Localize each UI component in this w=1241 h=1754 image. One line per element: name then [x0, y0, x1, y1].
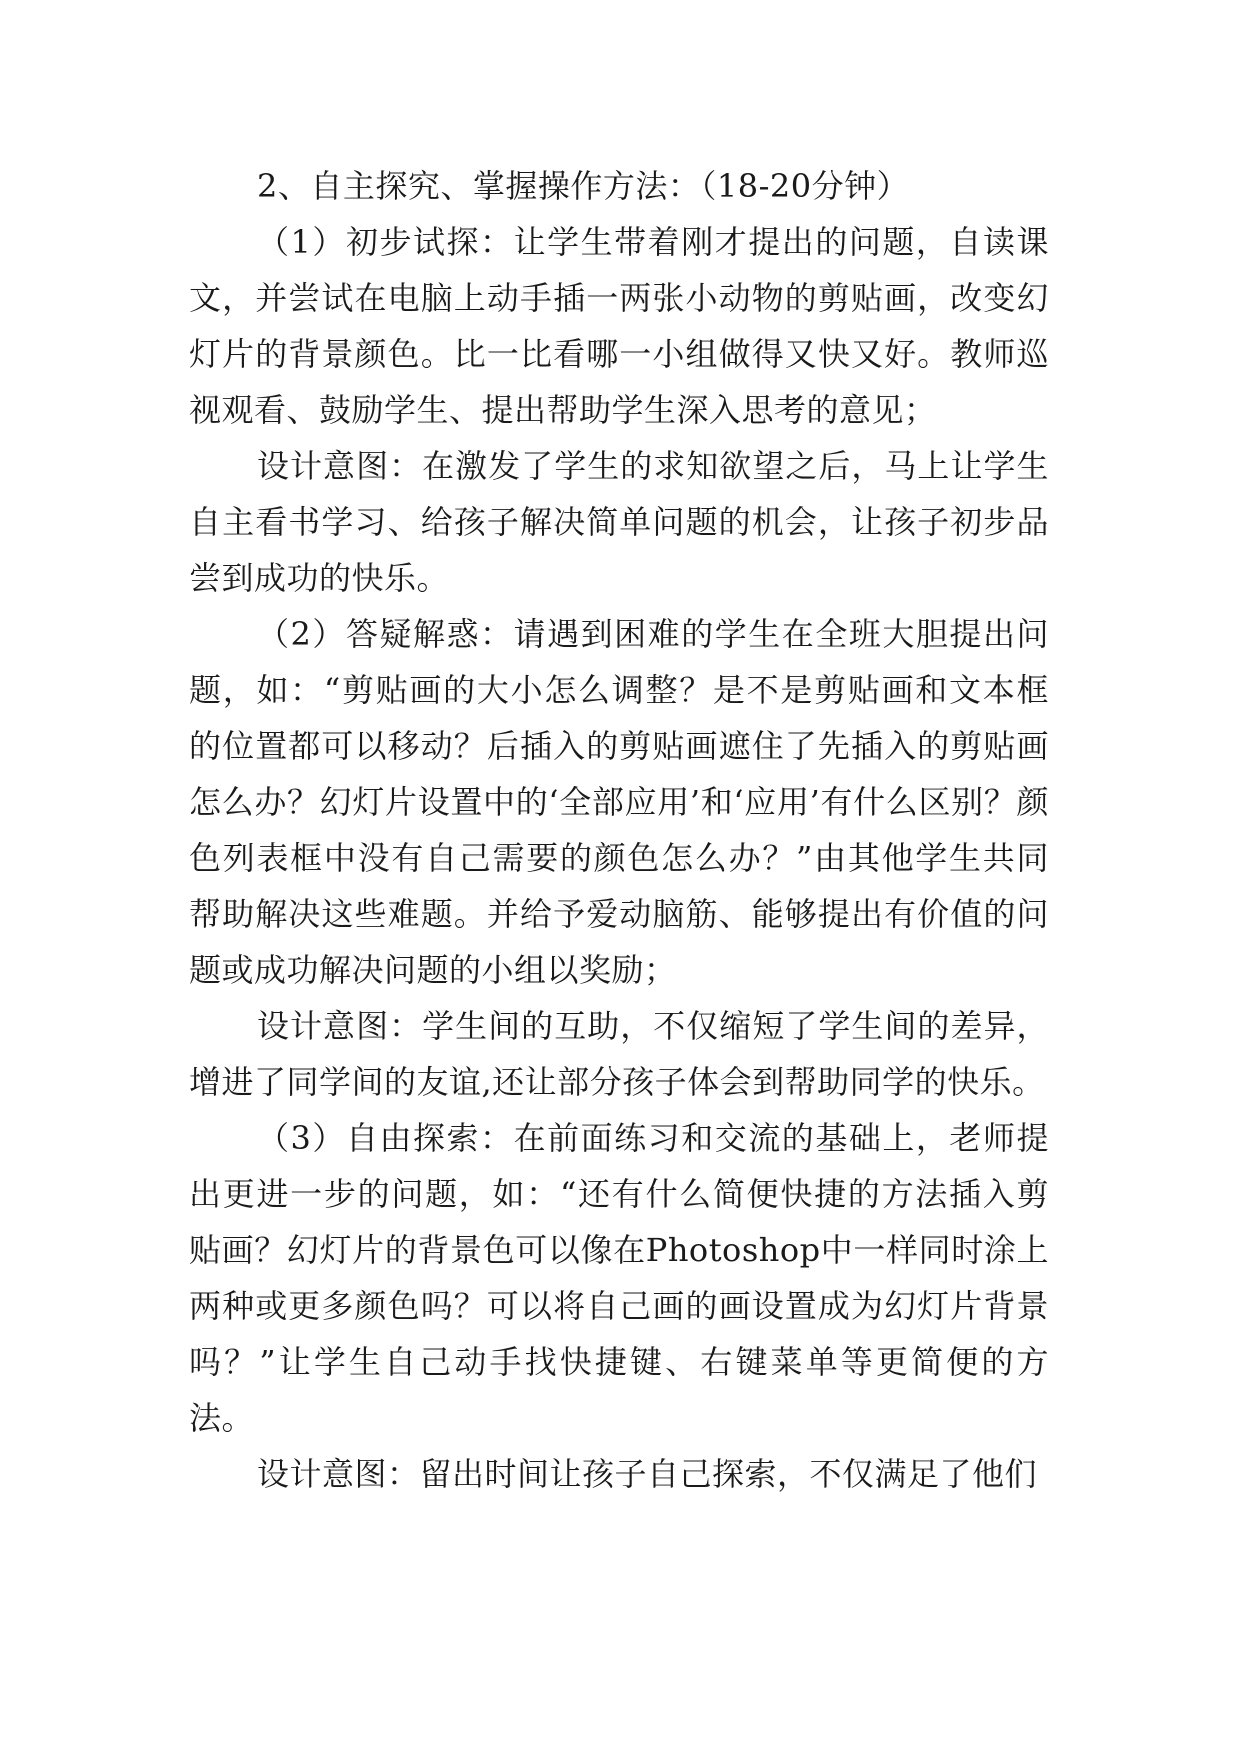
- document-body: [189, 158, 1049, 1502]
- paragraph-initial-exploration: （1）初步试探：让学生带着刚才提出的问题，自读课文，并尝试在电脑上动手插一两张小动物的剪贴画，改变幻灯片的背景颜色。比一比看哪一小组做得又快又好。教师巡视观看、鼓励学生、提出帮助学生深入思考的意见；: [189, 223, 1049, 429]
- paragraph-question-answering: （2）答疑解惑：请遇到困难的学生在全班大胆提出问题，如：“剪贴画的大小怎么调整？是不是剪贴画和文本框的位置都可以移动？后插入的剪贴画遮住了先插入的剪贴画怎么办？幻灯片设置中的‘全部应用’和‘应用’有什么区别？颜色列表框中没有自己需要的颜色怎么办？”由其他学生共同帮助解决这些难题。并给予爱动脑筋、能够提出有价值的问题或成功解决问题的小组以奖励；: [189, 615, 1049, 989]
- paragraph-free-exploration: （3）自由探索：在前面练习和交流的基础上，老师提出更进一步的问题，如：“还有什么简便快捷的方法插入剪贴画？幻灯片的背景色可以像在Photoshop中一样同时涂上两种或更多颜色吗？可以将自己画的画设置成为幻灯片背景吗？”让学生自己动手找快捷键、右键菜单等更简便的方法。: [189, 1119, 1049, 1437]
- paragraph-design-intent-1: 设计意图：在激发了学生的求知欲望之后，马上让学生自主看书学习、给孩子解决简单问题的机会，让孩子初步品尝到成功的快乐。: [189, 447, 1049, 597]
- section-heading: 2、自主探究、掌握操作方法：（18-20分钟）: [257, 167, 910, 205]
- paragraph-design-intent-3: 设计意图：留出时间让孩子自己探索，不仅满足了他们: [257, 1455, 1038, 1493]
- paragraph-design-intent-2: 设计意图：学生间的互助，不仅缩短了学生间的差异，增进了同学间的友谊,还让部分孩子体会到帮助同学的快乐。: [189, 1007, 1049, 1101]
